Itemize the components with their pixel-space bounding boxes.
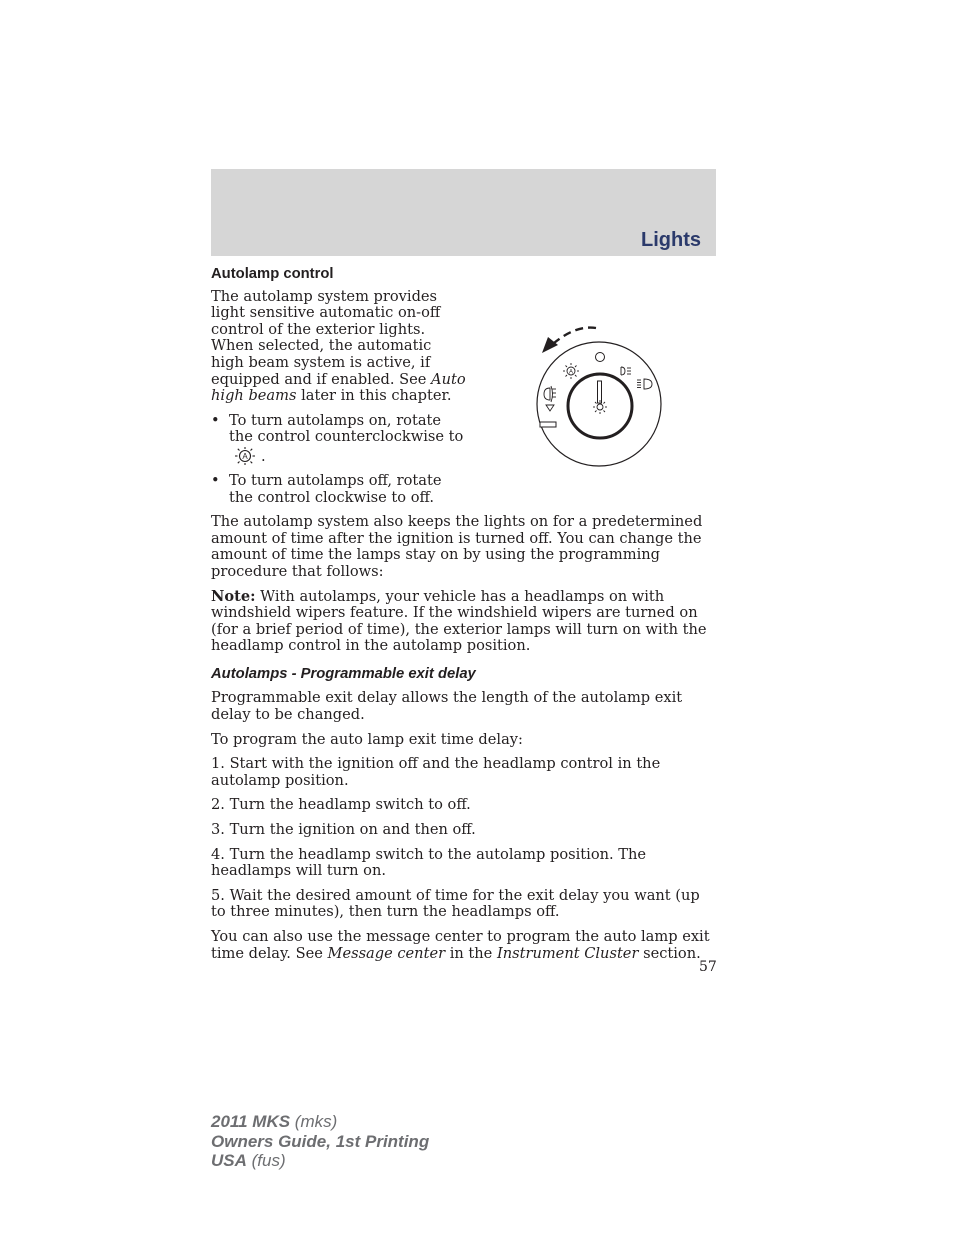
intro-block (211, 289, 717, 507)
note-label: Note: (211, 587, 256, 605)
intro-text-2: later in this chapter. (296, 387, 452, 405)
footer (211, 1112, 429, 1171)
page-number: 57 (699, 959, 717, 975)
bullet-off-text: To turn autolamps off, rotate the control clockwise to off. (229, 471, 442, 506)
closing-text-3: section. (638, 944, 701, 962)
autolamp-symbol-icon (233, 446, 257, 466)
svg-text:A: A (242, 451, 248, 461)
exit-delay-paragraph-2: To program the auto lamp exit time delay: (211, 730, 523, 748)
headlamp-control-diagram (536, 323, 666, 473)
bullet-autolamp-off: • To turn autolamps off, rotate the control clockwise to off. (211, 471, 442, 506)
instrument-cluster-ref: Instrument Cluster (496, 944, 639, 962)
header-band (211, 169, 716, 256)
closing-paragraph (211, 929, 717, 962)
knob-pointer (598, 381, 602, 403)
exit-delay-paragraph-1: Programmable exit delay allows the length of the autolamp exit delay to be changed. (211, 689, 683, 724)
step-1: 1. Start with the ignition off and the headlamp control in the autolamp position. (211, 755, 661, 789)
autolamp-bullets (211, 413, 466, 506)
bullet-on-text: To turn autolamps on, rotate the control counterclockwise to (229, 411, 464, 446)
note-paragraph (211, 589, 717, 655)
footer-line-1: 2011 MKS (mks) (211, 1112, 338, 1131)
autolamp-heading: Autolamp control (211, 266, 334, 282)
section-title: Lights (641, 229, 701, 251)
autolamp-delay-paragraph: The autolamp system also keeps the lights on for a predetermined amount of time after the ignition is turned off. You can change the amount of time the lamps stay on by using the programming procedure that follows: (211, 513, 703, 580)
arrow-head-icon (542, 337, 558, 353)
step-2: 2. Turn the headlamp switch to off. (211, 796, 471, 814)
step-3: 3. Turn the ignition on and then off. (211, 821, 476, 839)
step-5: 5. Wait the desired amount of time for the exit delay you want (up to three minutes), then turn the headlamps off. (211, 886, 700, 921)
footer-line-2: Owners Guide, 1st Printing (211, 1131, 430, 1151)
intro-text-1: The autolamp system provides light sensitive automatic on-off control of the exterior lights. When selected, the automatic high beam system is active, if equipped and if enabled. See (211, 287, 441, 388)
closing-text-1: You can also use the message center to program the auto lamp exit time delay. See (211, 928, 710, 962)
footer-line-3: USA (fus) (211, 1151, 286, 1170)
rotation-arrow-icon (554, 327, 596, 342)
intro-paragraph (211, 289, 466, 405)
svg-text:A: A (568, 369, 574, 376)
auto-high-beams-ref: Auto high beams (211, 370, 466, 405)
page-content (211, 266, 717, 970)
exit-delay-heading: Autolamps - Programmable exit delay (211, 665, 476, 682)
bullet-autolamp-on: • To turn autolamps on, rotate the control counterclockwise to A . (211, 411, 464, 465)
message-center-ref: Message center (327, 944, 446, 962)
bullet-on-period: . (261, 447, 266, 465)
closing-text-2: in the (445, 944, 497, 962)
note-text: With autolamps, your vehicle has a headlamps on with windshield wipers feature. If the windshield wipers are turned on (for a brief period of time), the exterior lamps will turn on with the headlamp control in the autolamp position. (211, 587, 707, 655)
instrument-dimmer-icon (540, 422, 556, 427)
step-4: 4. Turn the headlamp switch to the autolamp position. The headlamps will turn on. (211, 845, 647, 880)
